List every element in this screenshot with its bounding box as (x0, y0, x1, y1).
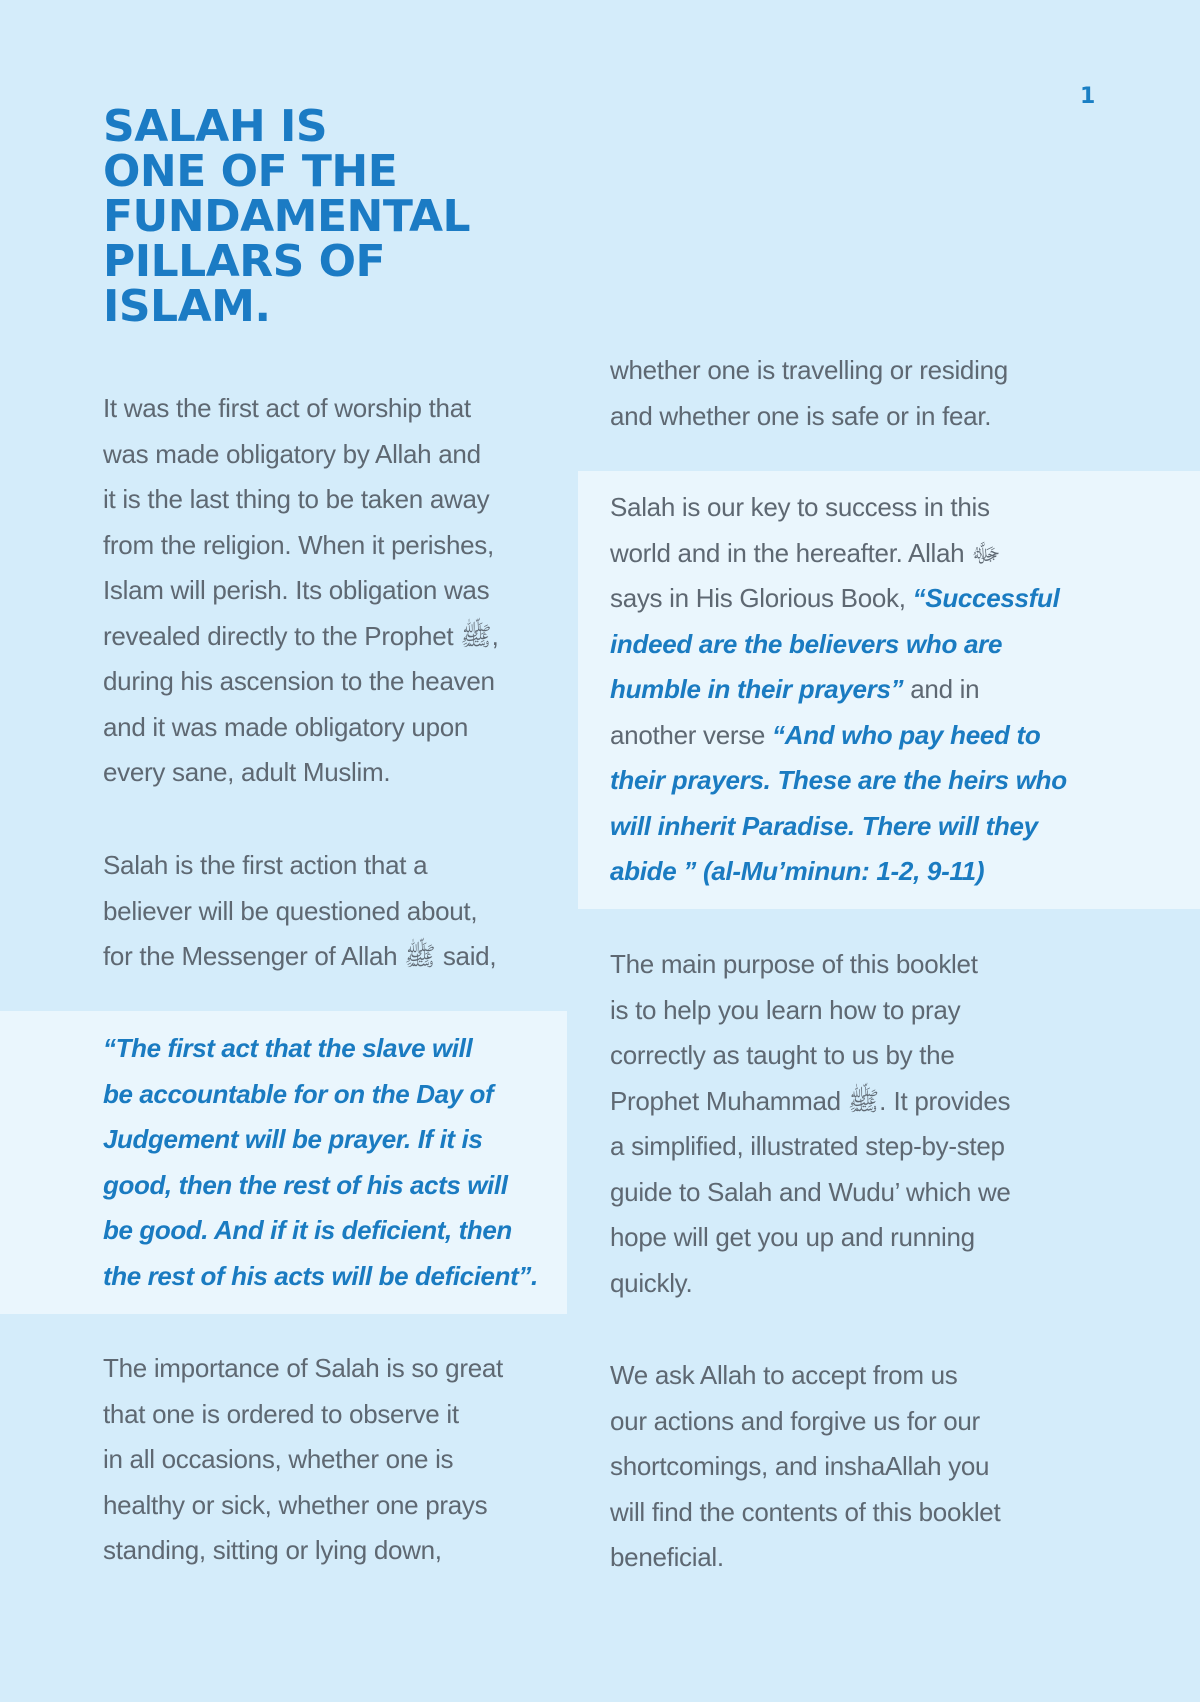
text-line: for the Messenger of Allah ﷺ said, (103, 941, 497, 971)
text-line: every sane, adult Muslim. (103, 757, 391, 787)
text-line: our actions and forgive us for our (610, 1405, 980, 1436)
text-line: Prophet Muhammad ﷺ. It provides (610, 1085, 1011, 1116)
text-line: Salah is our key to success in this (610, 492, 990, 522)
quote-line: Judgement will be prayer. If it is (103, 1124, 483, 1154)
text-line: from the religion. When it perishes, (103, 529, 494, 560)
text-line: in all occasions, whether one is (103, 1444, 454, 1474)
verse-quote-text: humble in their prayers” (610, 674, 904, 704)
text-line: shortcomings, and inshaAllah you (610, 1451, 990, 1481)
text-line: will find the contents of this booklet (610, 1496, 1001, 1527)
text-line: We ask Allah to accept from us (610, 1360, 958, 1390)
verse-quote-text: indeed are the believers who are (610, 628, 1003, 659)
text-line: during his ascension to the heaven (103, 666, 495, 696)
verse-quote-text: will inherit Paradise. There will they (610, 810, 1038, 841)
text-line (610, 576, 1067, 622)
verse-quote-text: their prayers. These are the heirs who (610, 765, 1067, 795)
text-line: a simplified, illustrated step-by-step (610, 1131, 1005, 1161)
text-line: revealed directly to the Prophet ﷺ, (103, 620, 499, 651)
verse-paragraph (610, 485, 1067, 895)
text-line: guide to Salah and Wudu’ which we (610, 1176, 1011, 1207)
page-number: 1 (1080, 84, 1096, 109)
hadith-quote (103, 1026, 538, 1299)
text-line (610, 713, 1067, 759)
text-line: was made obligatory by Allah and (103, 438, 481, 469)
verse-citation: abide ” (al-Mu’minun: 1-2, 9-11) (610, 856, 985, 886)
verse-quote-text: “And who pay heed to (772, 719, 1041, 750)
text-line: It was the first act of worship that (103, 393, 471, 423)
title-line: FUNDAMENTAL (103, 191, 471, 242)
page-title (103, 101, 583, 332)
text-line: hope will get you up and running (610, 1222, 975, 1252)
text-line: is to help you learn how to pray (610, 994, 961, 1025)
title-line: PILLARS OF (103, 236, 386, 287)
text-line: believer will be questioned about, (103, 895, 478, 926)
text-line: it is the last thing to be taken away (103, 484, 490, 514)
text-line: that one is ordered to observe it (103, 1398, 459, 1429)
text-line: standing, sitting or lying down, (103, 1535, 442, 1565)
text-line: whether one is travelling or residing (610, 355, 1008, 385)
text-line: beneficial. (610, 1542, 724, 1572)
text-line (610, 667, 1067, 713)
title-line: SALAH IS (103, 101, 328, 152)
quote-line: good, then the rest of his acts will (103, 1169, 508, 1200)
quote-line: the rest of his acts will be deficient”. (103, 1260, 538, 1291)
text-line: The importance of Salah is so great (103, 1353, 503, 1383)
title-line: ONE OF THE (103, 146, 398, 197)
importance-paragraph (103, 1346, 503, 1574)
plain-text: and in (903, 674, 980, 704)
closing-paragraph (610, 1353, 1000, 1581)
text-line: Salah is the first action that a (103, 850, 428, 880)
text-line: and whether one is safe or in fear. (610, 400, 992, 431)
quote-line: be accountable for on the Day of (103, 1078, 494, 1109)
text-line: The main purpose of this booklet (610, 949, 978, 979)
text-line: healthy or sick, whether one prays (103, 1489, 488, 1520)
purpose-paragraph (610, 942, 1011, 1306)
plain-text: another verse (610, 719, 773, 750)
text-line: quickly. (610, 1267, 693, 1298)
quote-line: be good. And if it is deficient, then (103, 1215, 512, 1245)
first-question-paragraph (103, 843, 496, 980)
intro-paragraph (103, 386, 499, 796)
quote-line: “The first act that the slave will (103, 1033, 473, 1063)
verse-quote-text: “Successful (912, 583, 1060, 613)
text-line: correctly as taught to us by the (610, 1040, 955, 1070)
text-line: world and in the hereafter. Allah ﷻ (610, 537, 1001, 568)
text-line: Islam will perish. Its obligation was (103, 575, 490, 605)
continuation-paragraph (610, 348, 1008, 439)
text-line: and it was made obligatory upon (103, 711, 469, 742)
plain-text: says in His Glorious Book, (610, 583, 913, 613)
title-line: ISLAM. (103, 281, 271, 332)
